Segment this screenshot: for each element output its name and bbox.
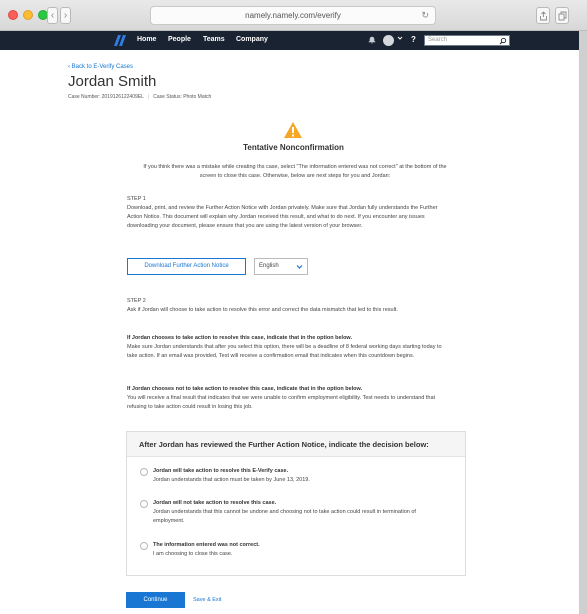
language-value: English bbox=[259, 263, 279, 269]
help-icon[interactable]: ? bbox=[411, 35, 416, 44]
nav-people[interactable]: People bbox=[168, 36, 191, 43]
search-placeholder: Search bbox=[428, 37, 448, 43]
warning-icon bbox=[283, 121, 303, 139]
notice-intro: If you think there was a mistake while creating ths case, select "The information entered was not correct" at the bottom of the screen to close this case. Otherwise, below are next steps for you and Jordan: bbox=[143, 164, 447, 179]
employee-name: Jordan Smith bbox=[68, 73, 157, 90]
chevron-down-icon bbox=[296, 264, 303, 270]
bell-icon[interactable] bbox=[368, 35, 376, 44]
meta-divider: | bbox=[147, 94, 150, 100]
browser-forward-button[interactable]: › bbox=[60, 7, 71, 24]
nav-home[interactable]: Home bbox=[137, 36, 157, 43]
share-button[interactable] bbox=[536, 7, 550, 24]
option-desc: Jordan understands that this cannot be undone and choosing not to take action could result in termination of employment. bbox=[153, 509, 416, 524]
radio-info-incorrect[interactable] bbox=[140, 542, 148, 550]
decision-panel bbox=[126, 431, 466, 576]
window-controls bbox=[8, 10, 48, 20]
language-select[interactable] bbox=[254, 258, 308, 275]
decision-heading: After Jordan has reviewed the Further Action Notice, indicate the decision below: bbox=[127, 432, 465, 457]
step2-label: STEP 2 bbox=[127, 298, 146, 304]
continue-button[interactable]: Continue bbox=[126, 592, 185, 608]
user-avatar[interactable] bbox=[383, 35, 394, 46]
notice-title: Tentative Nonconfirmation bbox=[243, 143, 344, 152]
browser-back-button[interactable]: ‹ bbox=[47, 7, 58, 24]
option-desc: I am choosing to close this case. bbox=[153, 551, 233, 557]
step1-label: STEP 1 bbox=[127, 196, 146, 202]
take-action-text: Make sure Jordan understands that after you select this option, there will be a deadline of 8 federal working days starting today to take action. If an email was provided, Test will receive a confirmation email that indicates when this countdown begins. bbox=[127, 344, 442, 359]
no-action-text: You will receive a final result that indicates that we were unable to confirm employment eligibility. Test needs to understand that refusing to take action could result in losing this job. bbox=[127, 395, 436, 410]
no-action-heading bbox=[127, 385, 442, 394]
download-notice-button[interactable]: Download Further Action Notice bbox=[127, 258, 246, 275]
option-desc: Jordan understands that action must be taken by June 13, 2019. bbox=[153, 477, 310, 483]
take-action-heading-text: If Jordan chooses to take action to resolve this case, indicate that in the option below. bbox=[127, 335, 353, 341]
option-title: Jordan will take action to resolve this E-Verify case. bbox=[153, 468, 289, 474]
browser-toolbar bbox=[0, 0, 587, 31]
reload-icon[interactable]: ↻ bbox=[421, 10, 429, 20]
share-icon bbox=[539, 11, 548, 21]
close-window-button[interactable] bbox=[8, 10, 18, 20]
case-meta bbox=[68, 94, 211, 100]
search-icon[interactable] bbox=[499, 37, 507, 45]
option-title: Jordan will not take action to resolve this case. bbox=[153, 500, 277, 506]
tabs-icon bbox=[558, 11, 567, 21]
nav-teams[interactable]: Teams bbox=[203, 36, 225, 43]
address-bar[interactable] bbox=[150, 6, 436, 25]
option-title: The information entered was not correct. bbox=[153, 542, 260, 548]
back-to-cases-link[interactable]: ‹ Back to E-Verify Cases bbox=[68, 64, 134, 70]
minimize-window-button[interactable] bbox=[23, 10, 33, 20]
window-edge bbox=[579, 31, 587, 614]
save-exit-link[interactable]: Save & Exit bbox=[193, 597, 222, 603]
radio-no-action[interactable] bbox=[140, 500, 148, 508]
search-input[interactable] bbox=[424, 35, 510, 46]
case-status: Case Status: Photo Match bbox=[153, 94, 212, 100]
tabs-button[interactable] bbox=[555, 7, 569, 24]
chevron-down-icon[interactable] bbox=[397, 35, 403, 41]
namely-logo-icon[interactable] bbox=[113, 34, 127, 47]
step2-text: Ask if Jordan will choose to take action to resolve this error and correct the data mismatch that led to this result. bbox=[127, 307, 398, 313]
url-text: namely.namely.com/everify bbox=[245, 11, 341, 20]
app-navbar bbox=[0, 31, 579, 50]
take-action-heading bbox=[127, 334, 442, 343]
radio-take-action[interactable] bbox=[140, 468, 148, 476]
nav-company[interactable]: Company bbox=[236, 36, 268, 43]
no-action-heading-text: If Jordan chooses not to take action to resolve this case, indicate that in the option below. bbox=[127, 386, 363, 392]
case-number: Case Number: 2019126122409EL bbox=[68, 94, 144, 100]
step1-text: Download, print, and review the Further Action Notice with Jordan privately. Make sure that Jordan fully understands the Further Action Notice. This document will explain why Jordan received this result, and what to do next. If you encounter any issues downloading your document, please ensure that you are using the latest version of your browser. bbox=[127, 205, 438, 229]
